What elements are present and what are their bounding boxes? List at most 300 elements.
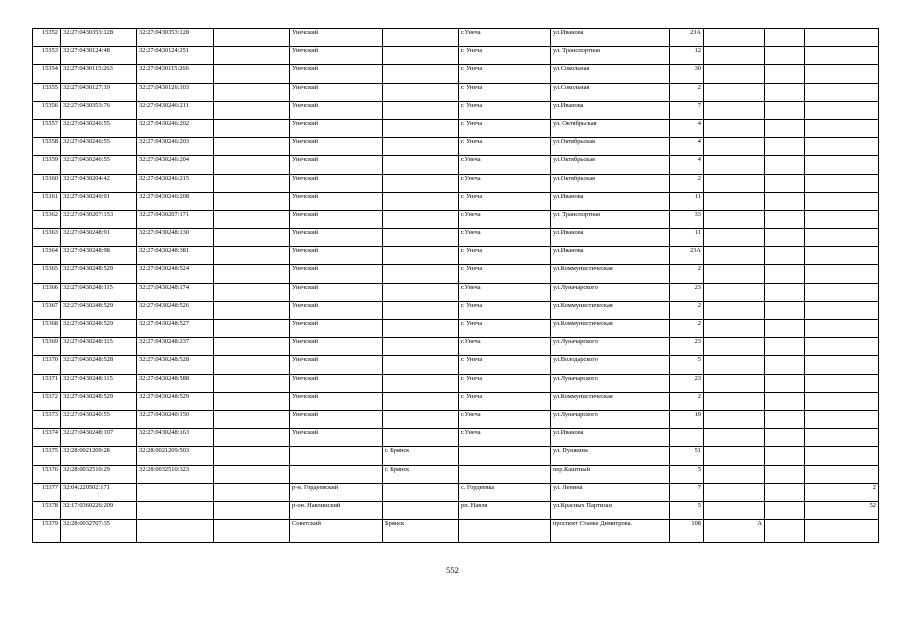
table-cell bbox=[805, 374, 879, 392]
table-cell bbox=[383, 65, 459, 83]
table-cell: ул.Коммунистическая bbox=[551, 392, 670, 410]
table-cell: 32:27:0430248:524 bbox=[137, 265, 214, 283]
table-cell: 32:27:0430248:91 bbox=[61, 229, 137, 247]
table-cell: г.Унеча bbox=[459, 156, 551, 174]
table-cell bbox=[805, 283, 879, 301]
table-cell: 5 bbox=[670, 501, 704, 519]
table-cell: ул.Володарского bbox=[551, 356, 670, 374]
table-cell bbox=[765, 483, 805, 501]
table-cell bbox=[765, 374, 805, 392]
table-cell: 15358 bbox=[33, 138, 61, 156]
table-row bbox=[33, 356, 879, 374]
table-cell: Унечский bbox=[290, 229, 383, 247]
table-cell: р-н. Гордеевский bbox=[290, 483, 383, 501]
table-cell: 32:28:0032510:29 bbox=[61, 465, 137, 483]
table-cell: г. Унеча bbox=[459, 301, 551, 319]
table-cell: Унечский bbox=[290, 65, 383, 83]
table-cell bbox=[214, 392, 290, 410]
table-cell bbox=[383, 47, 459, 65]
table-cell bbox=[704, 483, 765, 501]
table-cell bbox=[805, 265, 879, 283]
table-cell: ул. Транспортная bbox=[551, 47, 670, 65]
table-cell bbox=[805, 229, 879, 247]
table-row bbox=[33, 192, 879, 210]
table-cell: пер.Каштный bbox=[551, 465, 670, 483]
table-cell: ул.Коммунистическая bbox=[551, 301, 670, 319]
table-cell bbox=[704, 83, 765, 101]
table-row bbox=[33, 83, 879, 101]
table-cell bbox=[765, 447, 805, 465]
table-cell: 15374 bbox=[33, 429, 61, 447]
table-cell bbox=[214, 65, 290, 83]
table-cell: г.Унеча bbox=[459, 174, 551, 192]
table-cell bbox=[214, 29, 290, 47]
table-cell: проспект Станке Димитрова. bbox=[551, 520, 670, 543]
table-cell: г. Унеча bbox=[459, 138, 551, 156]
table-cell: 15379 bbox=[33, 520, 61, 543]
table-cell bbox=[765, 83, 805, 101]
table-cell: г. Унеча bbox=[459, 247, 551, 265]
table-cell bbox=[805, 101, 879, 119]
table-cell bbox=[704, 465, 765, 483]
table-cell: 32:27:0430248:529 bbox=[61, 301, 137, 319]
table-cell: Унечский bbox=[290, 138, 383, 156]
table-cell: г.Унеча bbox=[459, 410, 551, 428]
table-cell: 32:27:0430248:107 bbox=[61, 429, 137, 447]
table-cell: 30 bbox=[670, 65, 704, 83]
table-cell bbox=[214, 210, 290, 228]
table-cell: 23 bbox=[670, 283, 704, 301]
table-cell bbox=[383, 501, 459, 519]
table-cell: 32:27:0430248:115 bbox=[61, 283, 137, 301]
table-cell: г. Унеча bbox=[459, 192, 551, 210]
table-cell: 32:27:0430248:381 bbox=[137, 247, 214, 265]
table-cell: 32:27:0430207:171 bbox=[137, 210, 214, 228]
table-cell bbox=[459, 465, 551, 483]
table-cell bbox=[765, 465, 805, 483]
table-cell: 15352 bbox=[33, 29, 61, 47]
table-cell bbox=[214, 429, 290, 447]
table-cell: г. Унеча bbox=[459, 392, 551, 410]
table-cell: Унечский bbox=[290, 156, 383, 174]
table-cell: 15370 bbox=[33, 356, 61, 374]
table-cell bbox=[383, 29, 459, 47]
table-cell: 15368 bbox=[33, 320, 61, 338]
table-row bbox=[33, 374, 879, 392]
table-cell bbox=[383, 247, 459, 265]
table-cell: 7 bbox=[670, 483, 704, 501]
table-cell: 32:27:0430248:529 bbox=[137, 392, 214, 410]
table-cell: 2 bbox=[670, 265, 704, 283]
table-cell: 32:28:0021209:503 bbox=[137, 447, 214, 465]
table-cell bbox=[765, 520, 805, 543]
table-cell: 15360 bbox=[33, 174, 61, 192]
table-cell: г. Брянск bbox=[383, 447, 459, 465]
table-cell: 15359 bbox=[33, 156, 61, 174]
table-cell: ул.Иванова bbox=[551, 229, 670, 247]
table-cell bbox=[383, 83, 459, 101]
table-cell bbox=[214, 101, 290, 119]
table-cell bbox=[214, 229, 290, 247]
table-row bbox=[33, 338, 879, 356]
table-cell: 15362 bbox=[33, 210, 61, 228]
table-cell: 15364 bbox=[33, 247, 61, 265]
table-cell bbox=[214, 192, 290, 210]
table-cell bbox=[805, 83, 879, 101]
table-cell: 32:27:0430124:251 bbox=[137, 47, 214, 65]
table-cell bbox=[137, 501, 214, 519]
table-cell bbox=[704, 392, 765, 410]
table-cell: А bbox=[704, 520, 765, 543]
table-cell bbox=[383, 338, 459, 356]
table-cell bbox=[214, 83, 290, 101]
table-row bbox=[33, 301, 879, 319]
table-cell: рп. Навля bbox=[459, 501, 551, 519]
table-cell: г.Унеча bbox=[459, 229, 551, 247]
table-cell: 32:04:220502:171 bbox=[61, 483, 137, 501]
table-cell: 32:27:0430115:263 bbox=[61, 65, 137, 83]
table-cell: ул.Иванова bbox=[551, 247, 670, 265]
table-row bbox=[33, 465, 879, 483]
table-cell bbox=[383, 210, 459, 228]
table-cell: г. Унеча bbox=[459, 119, 551, 137]
table-cell: ул.Иванова bbox=[551, 29, 670, 47]
table-cell bbox=[383, 283, 459, 301]
table-row bbox=[33, 138, 879, 156]
table-cell bbox=[765, 320, 805, 338]
table-cell: 4 bbox=[670, 119, 704, 137]
table-cell: г. Унеча bbox=[459, 356, 551, 374]
table-row bbox=[33, 29, 879, 47]
table-cell bbox=[214, 483, 290, 501]
table-cell: р-он. Навлинский bbox=[290, 501, 383, 519]
table-cell bbox=[765, 192, 805, 210]
table-cell bbox=[704, 65, 765, 83]
table-cell: г.Унеча bbox=[459, 429, 551, 447]
table-cell bbox=[704, 301, 765, 319]
table-cell: г. Унеча bbox=[459, 374, 551, 392]
table-cell: ул. Пушкина bbox=[551, 447, 670, 465]
table-cell bbox=[290, 447, 383, 465]
table-cell: Унечский bbox=[290, 429, 383, 447]
table-cell: 4 bbox=[670, 156, 704, 174]
table-cell bbox=[765, 338, 805, 356]
table-cell: 15355 bbox=[33, 83, 61, 101]
table-cell: 32:27:0430248:529 bbox=[61, 265, 137, 283]
table-cell bbox=[805, 301, 879, 319]
table-cell bbox=[765, 101, 805, 119]
table-cell: Унечский bbox=[290, 392, 383, 410]
table-cell: 15354 bbox=[33, 65, 61, 83]
table-cell: г.Унеча bbox=[459, 283, 551, 301]
table-cell bbox=[805, 356, 879, 374]
table-cell bbox=[214, 156, 290, 174]
page-number: 552 bbox=[446, 565, 459, 575]
table-cell bbox=[137, 483, 214, 501]
table-cell: 32:27:0430248:98 bbox=[61, 247, 137, 265]
table-row bbox=[33, 65, 879, 83]
table-cell bbox=[214, 301, 290, 319]
table-cell bbox=[805, 47, 879, 65]
table-cell: 2 bbox=[670, 83, 704, 101]
table-cell bbox=[805, 465, 879, 483]
table-cell: ул.Коммунистическая bbox=[551, 265, 670, 283]
table-cell: ул.Октябрьская bbox=[551, 156, 670, 174]
table-cell: 2 bbox=[805, 483, 879, 501]
table-cell: 32:27:0430240:150 bbox=[137, 410, 214, 428]
table-cell: 32:27:0430248:526 bbox=[137, 301, 214, 319]
table-cell: Унечский bbox=[290, 338, 383, 356]
table-cell: 32:27:0430124:48 bbox=[61, 47, 137, 65]
table-cell bbox=[805, 320, 879, 338]
table-cell: Унечский bbox=[290, 410, 383, 428]
table-cell bbox=[704, 29, 765, 47]
table-cell: Унечский bbox=[290, 283, 383, 301]
table-cell bbox=[459, 447, 551, 465]
table-cell bbox=[704, 265, 765, 283]
table-cell: Унечский bbox=[290, 101, 383, 119]
table-cell: 51 bbox=[670, 447, 704, 465]
table-cell: 32:27:0430248:528 bbox=[137, 356, 214, 374]
table-cell: ул.Луначарского bbox=[551, 338, 670, 356]
table-cell bbox=[805, 429, 879, 447]
table-cell: Унечский bbox=[290, 320, 383, 338]
table-cell bbox=[704, 119, 765, 137]
table-cell: 32:27:0430248:174 bbox=[137, 283, 214, 301]
table-cell bbox=[805, 192, 879, 210]
table-cell bbox=[290, 465, 383, 483]
table-cell bbox=[383, 265, 459, 283]
table-cell: 32:27:0430248:115 bbox=[61, 374, 137, 392]
table-row bbox=[33, 247, 879, 265]
table-cell: 15365 bbox=[33, 265, 61, 283]
register-table bbox=[32, 28, 879, 543]
table-cell bbox=[765, 301, 805, 319]
table-cell bbox=[765, 265, 805, 283]
table-cell bbox=[704, 138, 765, 156]
table-cell bbox=[383, 138, 459, 156]
table-cell bbox=[383, 119, 459, 137]
table-cell: 19 bbox=[670, 410, 704, 428]
table-cell: 32:27:0430248:529 bbox=[61, 320, 137, 338]
table-cell: 32:27:0430248:163 bbox=[137, 429, 214, 447]
table-cell bbox=[704, 410, 765, 428]
table-cell bbox=[704, 320, 765, 338]
table-cell bbox=[383, 101, 459, 119]
table-cell: 4 bbox=[670, 138, 704, 156]
table-cell bbox=[765, 356, 805, 374]
table-cell: 32:27:0430249:91 bbox=[61, 192, 137, 210]
table-cell bbox=[805, 156, 879, 174]
table-cell bbox=[805, 174, 879, 192]
table-cell bbox=[704, 374, 765, 392]
table-cell: г. Унеча bbox=[459, 65, 551, 83]
table-cell: 32:27:0430246:204 bbox=[137, 156, 214, 174]
table-cell bbox=[214, 410, 290, 428]
table-cell bbox=[704, 247, 765, 265]
table-row bbox=[33, 410, 879, 428]
table-cell bbox=[214, 338, 290, 356]
table-row bbox=[33, 320, 879, 338]
table-cell bbox=[765, 410, 805, 428]
table-cell: 23А bbox=[670, 247, 704, 265]
table-cell: 32:27:0430353:128 bbox=[61, 29, 137, 47]
table-cell bbox=[765, 29, 805, 47]
table-cell bbox=[765, 429, 805, 447]
table-cell bbox=[383, 356, 459, 374]
table-cell bbox=[704, 501, 765, 519]
table-row bbox=[33, 429, 879, 447]
table-cell: 32:27:0430248:529 bbox=[61, 392, 137, 410]
table-cell: 15376 bbox=[33, 465, 61, 483]
table-cell: 32:17:0360226:209 bbox=[61, 501, 137, 519]
table-cell bbox=[805, 520, 879, 543]
table-cell bbox=[214, 501, 290, 519]
table-cell: 32:27:0430246:208 bbox=[137, 192, 214, 210]
table-cell: 32:27:0430127:19 bbox=[61, 83, 137, 101]
table-cell: Унечский bbox=[290, 301, 383, 319]
table-cell: 15378 bbox=[33, 501, 61, 519]
table-cell bbox=[805, 119, 879, 137]
table-row bbox=[33, 265, 879, 283]
table-cell bbox=[765, 501, 805, 519]
table-cell: ул.Красных Партизан bbox=[551, 501, 670, 519]
table-cell: 32:27:0430126:103 bbox=[137, 83, 214, 101]
table-cell: ул. Транспортная bbox=[551, 210, 670, 228]
table-cell bbox=[459, 520, 551, 543]
table-cell bbox=[765, 65, 805, 83]
table-cell: 2 bbox=[670, 301, 704, 319]
table-cell bbox=[214, 320, 290, 338]
table-cell bbox=[765, 138, 805, 156]
table-cell: 15375 bbox=[33, 447, 61, 465]
table-cell: ул.Иванова bbox=[551, 429, 670, 447]
table-cell: г. Унеча bbox=[459, 47, 551, 65]
table-row bbox=[33, 283, 879, 301]
table-cell: 32:27:0430246:215 bbox=[137, 174, 214, 192]
table-cell: г.Унеча bbox=[459, 210, 551, 228]
table-cell: 15373 bbox=[33, 410, 61, 428]
table-cell bbox=[805, 338, 879, 356]
table-cell bbox=[214, 47, 290, 65]
table-cell: с. Гордеевка bbox=[459, 483, 551, 501]
table-cell: 32:27:0430204:42 bbox=[61, 174, 137, 192]
table-cell bbox=[383, 174, 459, 192]
table-cell: 108 bbox=[670, 520, 704, 543]
table-cell: ул.Иванова bbox=[551, 192, 670, 210]
table-row bbox=[33, 483, 879, 501]
table-cell bbox=[383, 429, 459, 447]
table-cell: 32:27:0430248:115 bbox=[61, 338, 137, 356]
table-cell: 15372 bbox=[33, 392, 61, 410]
table-cell: 32:27:0430246:202 bbox=[137, 119, 214, 137]
table-cell: 32:27:0430353:128 bbox=[137, 29, 214, 47]
table-cell: ул.Коммунистическая bbox=[551, 320, 670, 338]
table-cell bbox=[383, 392, 459, 410]
table-cell: 32:28:0032510:323 bbox=[137, 465, 214, 483]
table-cell: Советский bbox=[290, 520, 383, 543]
table-cell: 32:27:0430246:211 bbox=[137, 101, 214, 119]
table-cell: 52 bbox=[805, 501, 879, 519]
table-cell bbox=[765, 229, 805, 247]
table-cell: 32:28:0032707:35 bbox=[61, 520, 137, 543]
table-cell bbox=[805, 447, 879, 465]
table-cell: г. Унеча bbox=[459, 320, 551, 338]
table-row bbox=[33, 101, 879, 119]
table-cell bbox=[383, 374, 459, 392]
table-cell bbox=[214, 119, 290, 137]
table-cell: 32:27:0430248:527 bbox=[137, 320, 214, 338]
table-cell: г. Унеча bbox=[459, 265, 551, 283]
table-cell: 32:27:0430248:588 bbox=[137, 374, 214, 392]
table-cell bbox=[704, 192, 765, 210]
table-cell: 15357 bbox=[33, 119, 61, 137]
table-cell bbox=[765, 283, 805, 301]
table-row bbox=[33, 392, 879, 410]
table-cell bbox=[765, 156, 805, 174]
table-cell: 32:27:0430246:55 bbox=[61, 156, 137, 174]
table-cell bbox=[214, 265, 290, 283]
table-cell bbox=[214, 174, 290, 192]
register-table-body bbox=[33, 29, 879, 543]
table-row bbox=[33, 174, 879, 192]
table-cell: 12 bbox=[670, 47, 704, 65]
table-cell: 32:27:0430207:153 bbox=[61, 210, 137, 228]
table-cell bbox=[805, 210, 879, 228]
table-cell: 2 bbox=[670, 392, 704, 410]
table-cell: 5 bbox=[670, 465, 704, 483]
table-cell bbox=[765, 247, 805, 265]
table-cell: г.Унеча bbox=[459, 338, 551, 356]
table-cell: Унечский bbox=[290, 174, 383, 192]
table-cell bbox=[805, 247, 879, 265]
table-row bbox=[33, 47, 879, 65]
table-cell bbox=[765, 174, 805, 192]
table-cell bbox=[704, 283, 765, 301]
table-cell: Унечский bbox=[290, 83, 383, 101]
table-cell: Брянск bbox=[383, 520, 459, 543]
table-cell bbox=[704, 338, 765, 356]
table-cell bbox=[704, 210, 765, 228]
table-cell bbox=[383, 156, 459, 174]
table-cell bbox=[383, 301, 459, 319]
table-row bbox=[33, 520, 879, 543]
table-cell: г. Брянск bbox=[383, 465, 459, 483]
table-cell: Унечский bbox=[290, 192, 383, 210]
table-cell: 15366 bbox=[33, 283, 61, 301]
table-cell bbox=[704, 429, 765, 447]
table-cell: 15367 bbox=[33, 301, 61, 319]
table-cell: ул.Сокольная bbox=[551, 65, 670, 83]
table-row bbox=[33, 119, 879, 137]
table-cell bbox=[383, 320, 459, 338]
table-row bbox=[33, 156, 879, 174]
table-cell: Унечский bbox=[290, 265, 383, 283]
table-cell bbox=[704, 447, 765, 465]
table-cell: 2 bbox=[670, 174, 704, 192]
table-cell: Унечский bbox=[290, 247, 383, 265]
table-cell: Унечский bbox=[290, 210, 383, 228]
table-cell bbox=[704, 47, 765, 65]
table-cell bbox=[214, 247, 290, 265]
table-cell: 32:27:0430240:55 bbox=[61, 410, 137, 428]
table-cell: 7 bbox=[670, 101, 704, 119]
table-cell: 32:27:0430248:237 bbox=[137, 338, 214, 356]
table-cell bbox=[805, 410, 879, 428]
table-cell bbox=[765, 47, 805, 65]
table-cell: Унечский bbox=[290, 29, 383, 47]
table-cell bbox=[214, 465, 290, 483]
